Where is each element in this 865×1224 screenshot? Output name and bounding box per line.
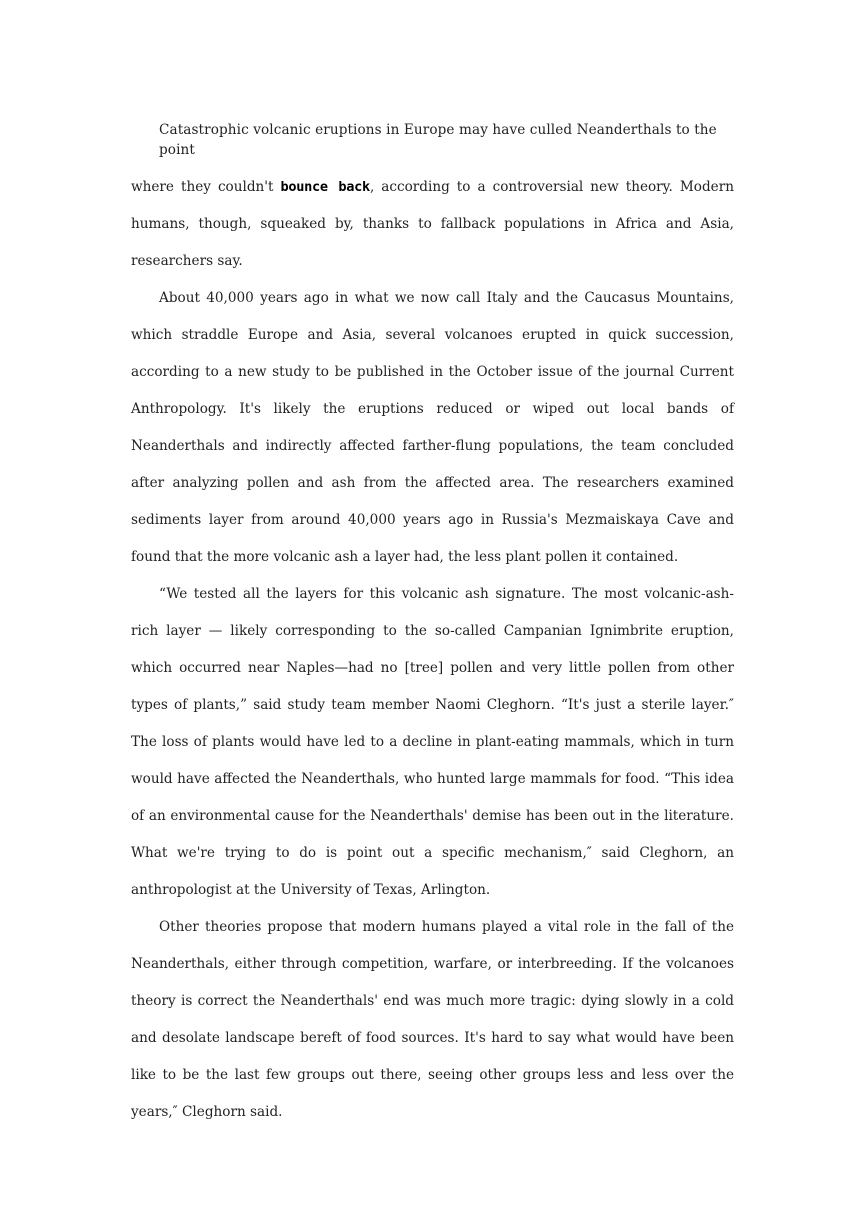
paragraph-1-text-start: where they couldn't	[131, 179, 281, 195]
paragraph-2: About 40,000 years ago in what we now call Italy and the Caucasus Mountains, which straddle Europe and Asia, several volcanoes erupted in quick succession, according to a new study to be published in the October issue of the journal Current Anthropology. It's likely the eruptions reduced or wiped out local bands of Neanderthals and indirectly affected farther-flung populations, the team concluded after analyzing pollen and ash from the affected area. The researchers examined sediments layer from around 40,000 years ago in Russia's Mezmaiskaya Cave and found that the more volcanic ash a layer had, the less plant pollen it contained.	[131, 290, 734, 565]
highlighted-phrase: bounce back	[280, 179, 370, 195]
paragraph-3: “We tested all the layers for this volcanic ash signature. The most volcanic-ash-rich layer — likely corresponding to the so-called Campanian Ignimbrite eruption, which occurred near Naples—had no [tree] pollen and very little pollen from other types of plants,” said study team member Naomi Cleghorn. “It's just a sterile layer.″ The loss of plants would have led to a decline in plant-eating mammals, which in turn would have affected the Neanderthals, who hunted large mammals for food. “This idea of an environmental cause for the Neanderthals' demise has been out in the literature. What we're trying to do is point out a specific mechanism,″ said Cleghorn, an anthropologist at the University of Texas, Arlington.	[131, 586, 734, 898]
paragraph-1	[131, 169, 734, 280]
paragraph-4: Other theories propose that modern humans played a vital role in the fall of the Neanderthals, either through competition, warfare, or interbreeding. If the volcanoes theory is correct the Neanderthals' end was much more tragic: dying slowly in a cold and desolate landscape bereft of food sources. It's hard to say what would have been like to be the last few groups out there, seeing other groups less and less over the years,″ Cleghorn said.	[131, 919, 734, 1120]
document-page	[131, 120, 734, 1131]
paragraph-1-text-end: , according to a controversial new theory. Modern humans, though, squeaked by, thanks to fallback populations in Africa and Asia, researchers say.	[131, 179, 734, 269]
paragraph-1-first-line: Catastrophic volcanic eruptions in Europe may have culled Neanderthals to the point	[159, 122, 717, 158]
